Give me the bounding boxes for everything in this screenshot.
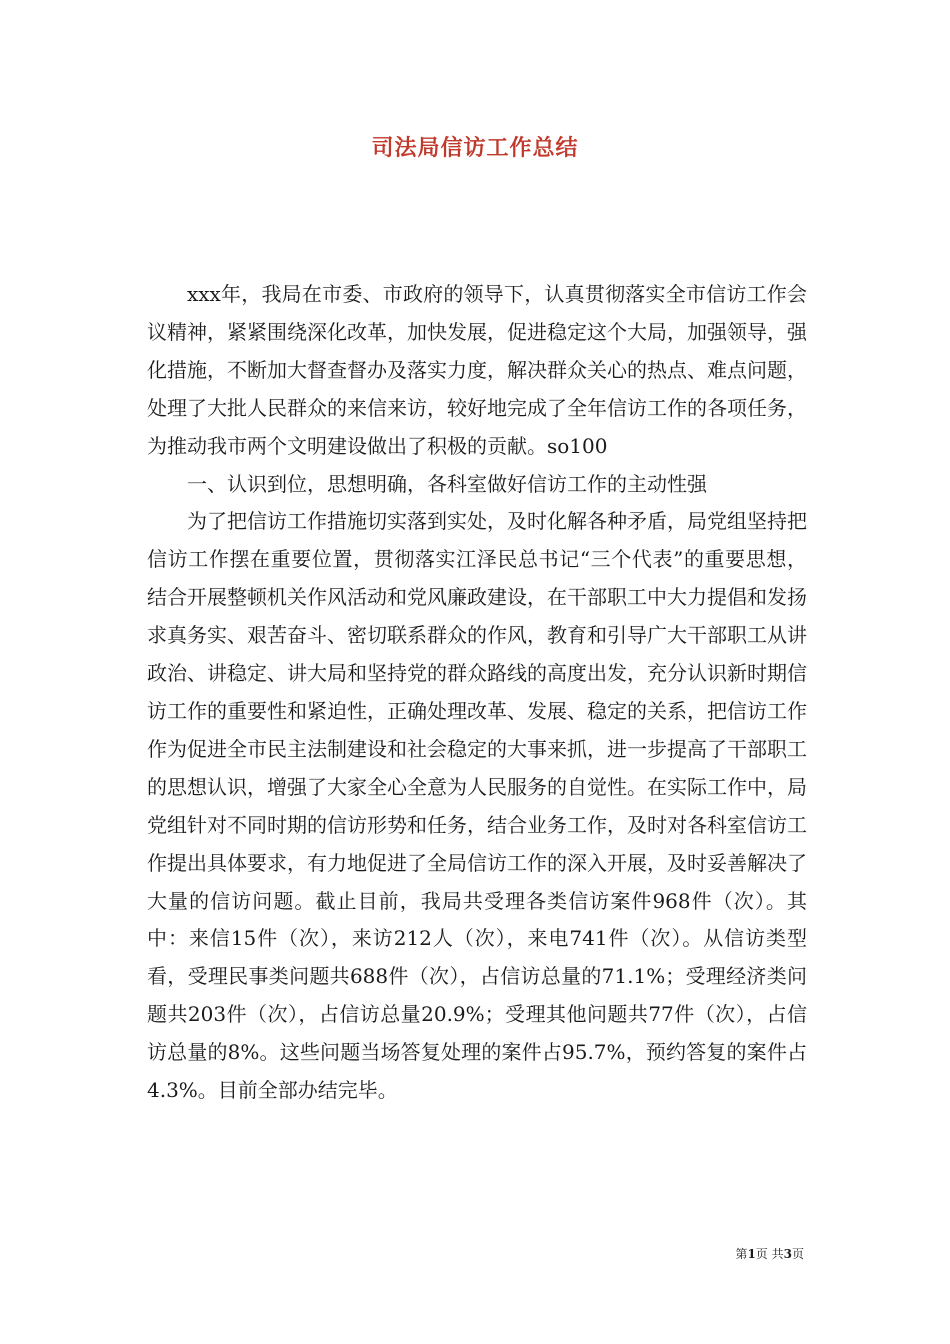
footer-middle: 页 共	[755, 1247, 784, 1261]
document-body	[147, 276, 807, 1110]
footer-suffix: 页	[791, 1247, 804, 1261]
footer-total-pages: 3	[783, 1247, 792, 1261]
footer-prefix: 第	[735, 1247, 748, 1261]
footer-current-page: 1	[747, 1247, 756, 1261]
paragraph-section-1: 为了把信访工作措施切实落到实处，及时化解各种矛盾，局党组坚持把信访工作摆在重要位置，贯彻落实江泽民总书记“三个代表”的重要思想，结合开展整顿机关作风活动和党风廉政建设，在干部职工中大力提倡和发扬求真务实、艰苦奋斗、密切联系群众的作风，教育和引导广大干部职工从讲政治、讲稳定、讲大局和坚持党的群众路线的高度出发，充分认识新时期信访工作的重要性和紧迫性，正确处理改革、发展、稳定的关系，把信访工作作为促进全市民主法制建设和社会稳定的大事来抓，进一步提高了干部职工的思想认识，增强了大家全心全意为人民服务的自觉性。在实际工作中，局党组针对不同时期的信访形势和任务，结合业务工作，及时对各科室信访工作提出具体要求，有力地促进了全局信访工作的深入开展，及时妥善解决了大量的信访问题。截止目前，我局共受理各类信访案件968件（次）。其中：来信15件（次），来访212人（次），来电741件（次）。从信访类型看，受理民事类问题共688件（次），占信访总量的71.1%；受理经济类问题共203件（次），占信访总量20.9%；受理其他问题共77件（次），占信访总量的8%。这些问题当场答复处理的案件占95.7%，预约答复的案件占4.3%。目前全部办结完毕。	[147, 509, 807, 1103]
paragraph-intro: xxx年，我局在市委、市政府的领导下，认真贯彻落实全市信访工作会议精神，紧紧围绕深化改革，加快发展，促进稳定这个大局，加强领导，强化措施，不断加大督查督办及落实力度，解决群众关心的热点、难点问题，处理了大批人民群众的来信来访，较好地完成了全年信访工作的各项任务，为推动我市两个文明建设做出了积极的贡献。so100	[147, 282, 807, 458]
section-heading-1: 一、认识到位，思想明确，各科室做好信访工作的主动性强	[187, 471, 707, 496]
document-title: 司法局信访工作总结	[371, 136, 579, 161]
page-number-footer	[735, 1246, 804, 1262]
